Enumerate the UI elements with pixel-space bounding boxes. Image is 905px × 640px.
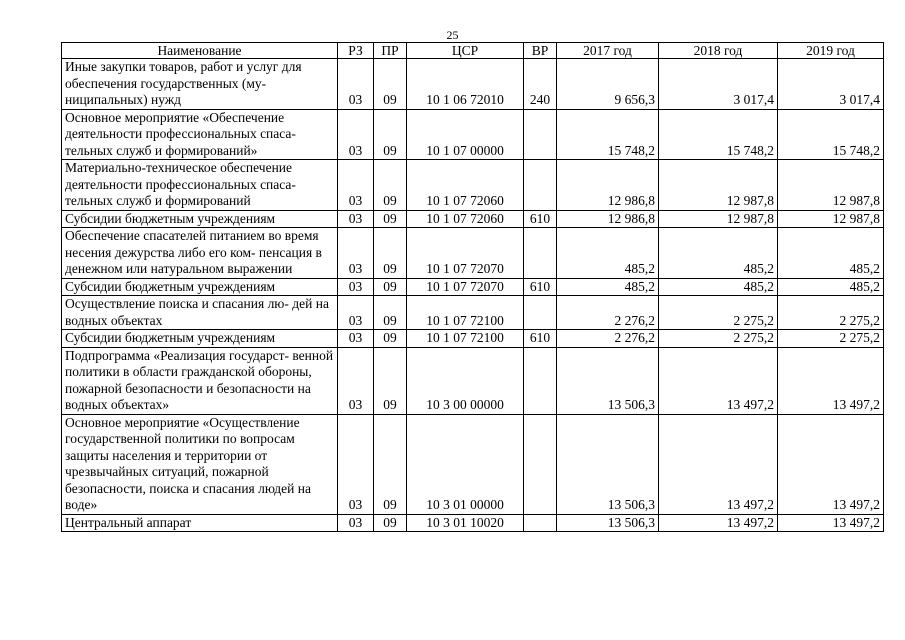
header-row xyxy=(62,43,884,59)
row-2019: 485,2 xyxy=(778,228,884,279)
row-2018: 12 987,8 xyxy=(659,210,778,228)
row-name: Обеспечение спасателей питанием во время несения дежурства либо его ком- пенсация в денежном или натуральном выражении xyxy=(62,228,338,279)
row-2017: 485,2 xyxy=(557,228,659,279)
row-2018: 13 497,2 xyxy=(659,414,778,514)
row-name: Подпрограмма «Реализация государст- венной политики в области гражданской обороны, пожарной безопасности и безопасности на водных объектах» xyxy=(62,347,338,414)
row-vr xyxy=(524,109,557,160)
row-pr: 09 xyxy=(374,296,407,330)
row-name: Материально-техническое обеспечение деятельности профессиональных спаса- тельных служб и формирований xyxy=(62,160,338,211)
row-2018: 13 497,2 xyxy=(659,347,778,414)
row-vr xyxy=(524,228,557,279)
row-csr: 10 1 07 00000 xyxy=(407,109,524,160)
table-row xyxy=(62,278,884,296)
table-row xyxy=(62,210,884,228)
row-2019: 13 497,2 xyxy=(778,347,884,414)
row-csr: 10 1 06 72010 xyxy=(407,59,524,110)
row-name: Иные закупки товаров, работ и услуг для обеспечения государственных (му- ниципальных) нужд xyxy=(62,59,338,110)
header-vr: ВР xyxy=(524,43,557,59)
row-name: Основное мероприятие «Осуществление государственной политики по вопросам защиты населения и территории от чрезвычайных ситуаций, пожарной безопасности, поиска и спасания людей на воде» xyxy=(62,414,338,514)
table-row xyxy=(62,514,884,532)
row-pr: 09 xyxy=(374,414,407,514)
row-pr: 09 xyxy=(374,59,407,110)
row-2018: 13 497,2 xyxy=(659,514,778,532)
row-vr: 240 xyxy=(524,59,557,110)
row-2017: 13 506,3 xyxy=(557,514,659,532)
table-body xyxy=(62,59,884,532)
row-2017: 9 656,3 xyxy=(557,59,659,110)
row-rz: 03 xyxy=(338,347,374,414)
row-rz: 03 xyxy=(338,278,374,296)
row-2019: 12 987,8 xyxy=(778,210,884,228)
row-rz: 03 xyxy=(338,59,374,110)
row-name: Основное мероприятие «Обеспечение деятельности профессиональных спаса- тельных служб и формирований» xyxy=(62,109,338,160)
row-name: Субсидии бюджетным учреждениям xyxy=(62,210,338,228)
table-row xyxy=(62,414,884,514)
row-rz: 03 xyxy=(338,514,374,532)
row-2017: 12 986,8 xyxy=(557,210,659,228)
row-csr: 10 1 07 72060 xyxy=(407,160,524,211)
table-row xyxy=(62,160,884,211)
row-rz: 03 xyxy=(338,109,374,160)
row-vr xyxy=(524,414,557,514)
header-rz: РЗ xyxy=(338,43,374,59)
row-vr xyxy=(524,160,557,211)
row-2017: 13 506,3 xyxy=(557,347,659,414)
row-2017: 2 276,2 xyxy=(557,330,659,348)
row-name: Центральный аппарат xyxy=(62,514,338,532)
row-2018: 485,2 xyxy=(659,278,778,296)
row-2017: 12 986,8 xyxy=(557,160,659,211)
table-row xyxy=(62,59,884,110)
row-csr: 10 1 07 72060 xyxy=(407,210,524,228)
row-2017: 2 276,2 xyxy=(557,296,659,330)
header-name: Наименование xyxy=(62,43,338,59)
row-rz: 03 xyxy=(338,228,374,279)
table-row xyxy=(62,347,884,414)
table-row xyxy=(62,296,884,330)
row-csr: 10 3 01 10020 xyxy=(407,514,524,532)
row-2018: 12 987,8 xyxy=(659,160,778,211)
row-rz: 03 xyxy=(338,296,374,330)
row-csr: 10 3 00 00000 xyxy=(407,347,524,414)
row-csr: 10 3 01 00000 xyxy=(407,414,524,514)
row-2019: 15 748,2 xyxy=(778,109,884,160)
row-vr: 610 xyxy=(524,210,557,228)
row-2019: 13 497,2 xyxy=(778,514,884,532)
row-2017: 485,2 xyxy=(557,278,659,296)
table-row xyxy=(62,109,884,160)
budget-table xyxy=(61,42,884,532)
row-2019: 13 497,2 xyxy=(778,414,884,514)
header-csr: ЦСР xyxy=(407,43,524,59)
table-row xyxy=(62,228,884,279)
row-2018: 485,2 xyxy=(659,228,778,279)
row-2019: 2 275,2 xyxy=(778,330,884,348)
row-csr: 10 1 07 72070 xyxy=(407,228,524,279)
row-2019: 2 275,2 xyxy=(778,296,884,330)
row-2018: 3 017,4 xyxy=(659,59,778,110)
row-pr: 09 xyxy=(374,514,407,532)
row-2019: 12 987,8 xyxy=(778,160,884,211)
row-2019: 485,2 xyxy=(778,278,884,296)
row-2017: 15 748,2 xyxy=(557,109,659,160)
page-number: 25 xyxy=(446,28,459,42)
row-2018: 2 275,2 xyxy=(659,330,778,348)
header-2019: 2019 год xyxy=(778,43,884,59)
row-vr xyxy=(524,296,557,330)
row-rz: 03 xyxy=(338,210,374,228)
row-pr: 09 xyxy=(374,278,407,296)
row-2018: 2 275,2 xyxy=(659,296,778,330)
row-rz: 03 xyxy=(338,330,374,348)
row-pr: 09 xyxy=(374,160,407,211)
header-2017: 2017 год xyxy=(557,43,659,59)
row-pr: 09 xyxy=(374,210,407,228)
row-vr: 610 xyxy=(524,278,557,296)
row-name: Субсидии бюджетным учреждениям xyxy=(62,330,338,348)
header-2018: 2018 год xyxy=(659,43,778,59)
row-2017: 13 506,3 xyxy=(557,414,659,514)
row-name: Субсидии бюджетным учреждениям xyxy=(62,278,338,296)
row-csr: 10 1 07 72070 xyxy=(407,278,524,296)
table-row xyxy=(62,330,884,348)
row-pr: 09 xyxy=(374,330,407,348)
row-name: Осуществление поиска и спасания лю- дей на водных объектах xyxy=(62,296,338,330)
row-csr: 10 1 07 72100 xyxy=(407,296,524,330)
row-pr: 09 xyxy=(374,347,407,414)
header-pr: ПР xyxy=(374,43,407,59)
row-pr: 09 xyxy=(374,109,407,160)
row-2018: 15 748,2 xyxy=(659,109,778,160)
row-vr xyxy=(524,347,557,414)
row-rz: 03 xyxy=(338,414,374,514)
row-2019: 3 017,4 xyxy=(778,59,884,110)
row-rz: 03 xyxy=(338,160,374,211)
row-pr: 09 xyxy=(374,228,407,279)
row-csr: 10 1 07 72100 xyxy=(407,330,524,348)
row-vr: 610 xyxy=(524,330,557,348)
row-vr xyxy=(524,514,557,532)
